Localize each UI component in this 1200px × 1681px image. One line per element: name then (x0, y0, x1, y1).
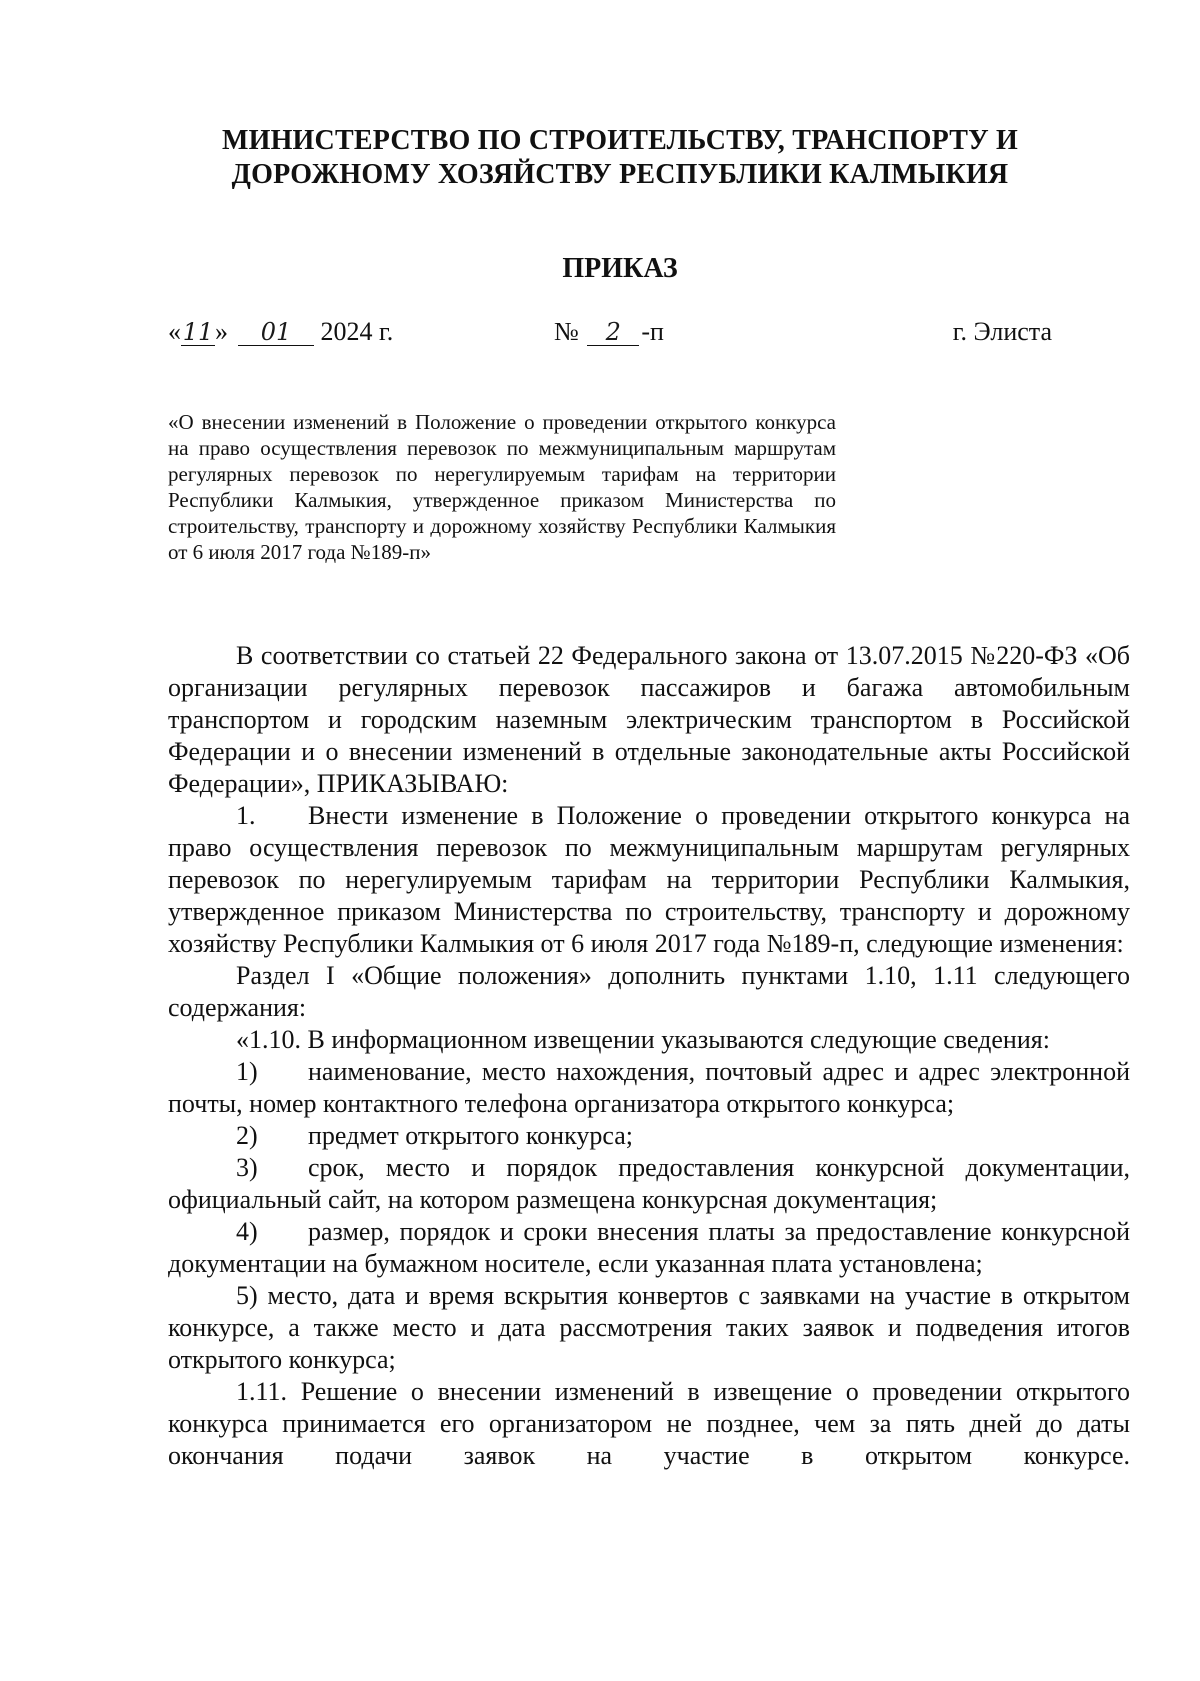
number-prefix: № (554, 317, 579, 346)
subitem-4-paragraph (168, 1216, 1130, 1280)
subitem-5-paragraph: 5) место, дата и время вскрытия конвертов с заявками на участие в открытом конкурсе, а также место и дата рассмотрения таких заявок и подведения итогов открытого конкурса; (168, 1281, 1130, 1374)
subject-text: «О внесении изменений в Положение о проведении открытого конкурса на право осуществления перевозок по межмуниципальным маршрутам регулярных перевозок по нерегулируемым тарифам на территории Республики Калмыкия, утвержденное приказом Министерства по строительству, транспорту и дорожному хозяйству Республики Калмыкия от 6 июля 2017 года №189-п» (168, 410, 836, 564)
subitem-1-marker: 1) (236, 1057, 258, 1086)
point-1-11-paragraph: 1.11. Решение о внесении изменений в извещение о проведении открытого конкурса принимается его организатором не позднее, чем за пять дней до даты окончания подачи заявок на участие в открытом конкурсе. (168, 1377, 1130, 1470)
order-date (168, 316, 393, 348)
ministry-line-2: ДОРОЖНОМУ ХОЗЯЙСТВУ РЕСПУБЛИКИ КАЛМЫКИЯ (231, 159, 1009, 190)
subitem-3-text: срок, место и порядок предоставления конкурсной документации, официальный сайт, на котором размещена конкурсная документация; (168, 1153, 1130, 1214)
item-1-marker: 1. (236, 801, 256, 830)
subitem-3-paragraph (168, 1152, 1130, 1216)
document-type-title: ПРИКАЗ (562, 253, 678, 284)
item-1-paragraph (168, 800, 1130, 960)
subitem-4-text: размер, порядок и сроки внесения платы за предоставление конкурсной документации на бумажном носителе, если указанная плата установлена; (168, 1217, 1130, 1278)
order-body (168, 640, 1130, 1472)
order-city: г. Элиста (952, 317, 1052, 346)
subitem-1-paragraph (168, 1056, 1130, 1120)
handwritten-day: 11 (182, 318, 214, 346)
handwritten-month: 01 (238, 319, 314, 346)
ministry-line-1: МИНИСТЕРСТВО ПО СТРОИТЕЛЬСТВУ, ТРАНСПОРТУ И (221, 125, 1019, 156)
point-1-10-paragraph: «1.10. В информационном извещении указываются следующие сведения: (236, 1025, 1050, 1054)
subitem-2-marker: 2) (236, 1121, 258, 1150)
order-subject (168, 409, 836, 565)
handwritten-number: 2 (587, 319, 639, 346)
date-open-quote: « (168, 317, 181, 346)
preamble-paragraph: В соответствии со статьей 22 Федерального закона от 13.07.2015 №220-ФЗ «Об организации регулярных перевозок пассажиров и багажа автомобильным транспортом и городским наземным электрическим транспортом в Российской Федерации и о внесении изменений в отдельные законодательные акты Российской Федерации», ПРИКАЗЫВАЮ: (168, 641, 1130, 798)
subitem-1-text: наименование, место нахождения, почтовый адрес и адрес электронной почты, номер контактного телефона организатора открытого конкурса; (168, 1057, 1130, 1118)
number-suffix: -п (641, 317, 664, 346)
order-number (554, 316, 664, 348)
date-year: 2024 г. (320, 317, 394, 346)
item-1-text: Внести изменение в Положение о проведении открытого конкурса на право осуществления перевозок по межмуниципальным маршрутам регулярных перевозок по нерегулируемым тарифам на территории Республики Калмыкия, утвержденное приказом Министерства по строительству, транспорту и дорожному хозяйству Республики Калмыкия от 6 июля 2017 года №189-п, следующие изменения: (168, 801, 1130, 958)
ministry-header (160, 124, 1080, 192)
date-close-quote: » (215, 317, 228, 346)
subitem-4-marker: 4) (236, 1217, 258, 1246)
subitem-2-text: предмет открытого конкурса; (308, 1121, 633, 1150)
subitem-2-paragraph (168, 1120, 1130, 1152)
section-paragraph: Раздел I «Общие положения» дополнить пунктами 1.10, 1.11 следующего содержания: (168, 961, 1130, 1022)
subitem-3-marker: 3) (236, 1153, 258, 1182)
